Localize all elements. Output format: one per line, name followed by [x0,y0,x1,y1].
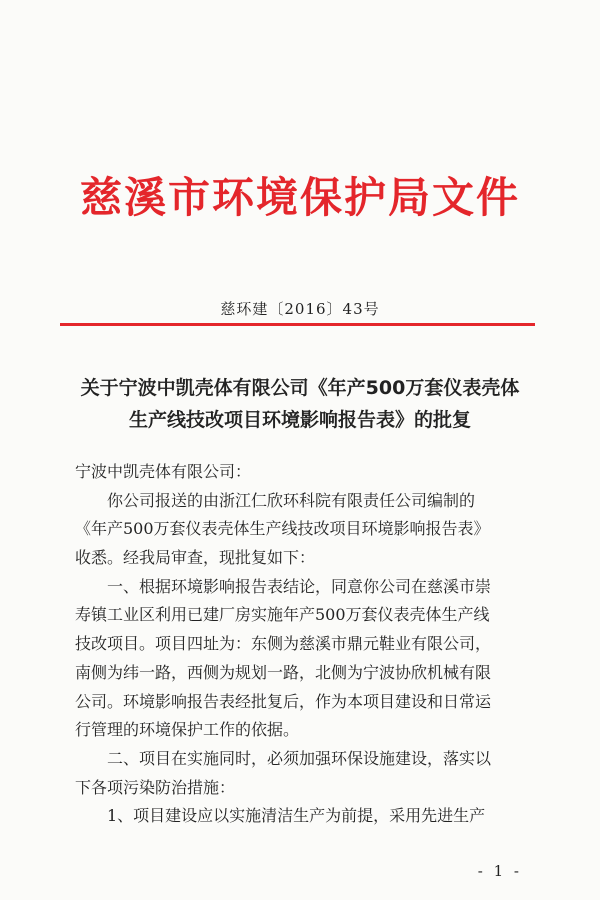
body-line: 1、项目建设应以实施清洁生产为前提，采用先进生产 [107,806,486,826]
body-line: 行管理的环境保护工作的依据。 [75,720,300,740]
salutation: 宁波中凯壳体有限公司： [75,462,252,481]
document-number: 慈环建〔2016〕43号 [220,300,380,318]
body-line: 收悉。经我局审查，现批复如下： [75,548,316,568]
body-line: 技改项目。项目四址为：东侧为慈溪市鼎元鞋业有限公司， [75,634,492,654]
document-title [40,372,560,436]
body-line: 公司。环境影响报告表经批复后，作为本项目建设和日常运 [75,691,492,711]
red-divider-line [60,323,535,326]
title-line-1: 关于宁波中凯壳体有限公司《年产500万套仪表壳体 [80,377,520,399]
page-number: - 1 - [477,862,522,880]
body-line: 下各项污染防治措施： [75,777,236,797]
title-line-2: 生产线技改项目环境影响报告表》的批复 [128,409,471,431]
issuer-heading: 慈溪市环境保护局文件 [79,173,520,222]
body-line: 你公司报送的由浙江仁欣环科院有限责任公司编制的 [107,490,476,510]
body-line: 南侧为纬一路，西侧为规划一路，北侧为宁波协欣机械有限 [75,662,492,682]
body-line: 一、根据环境影响报告表结论，同意你公司在慈溪市崇 [107,576,492,596]
body-line: 寿镇工业区利用已建厂房实施年产500万套仪表壳体生产线 [75,605,490,625]
body-line: 《年产500万套仪表壳体生产线技改项目环境影响报告表》 [75,519,490,539]
body-line: 二、项目在实施同时，必须加强环保设施建设，落实以 [107,748,492,768]
document-body [75,458,535,831]
